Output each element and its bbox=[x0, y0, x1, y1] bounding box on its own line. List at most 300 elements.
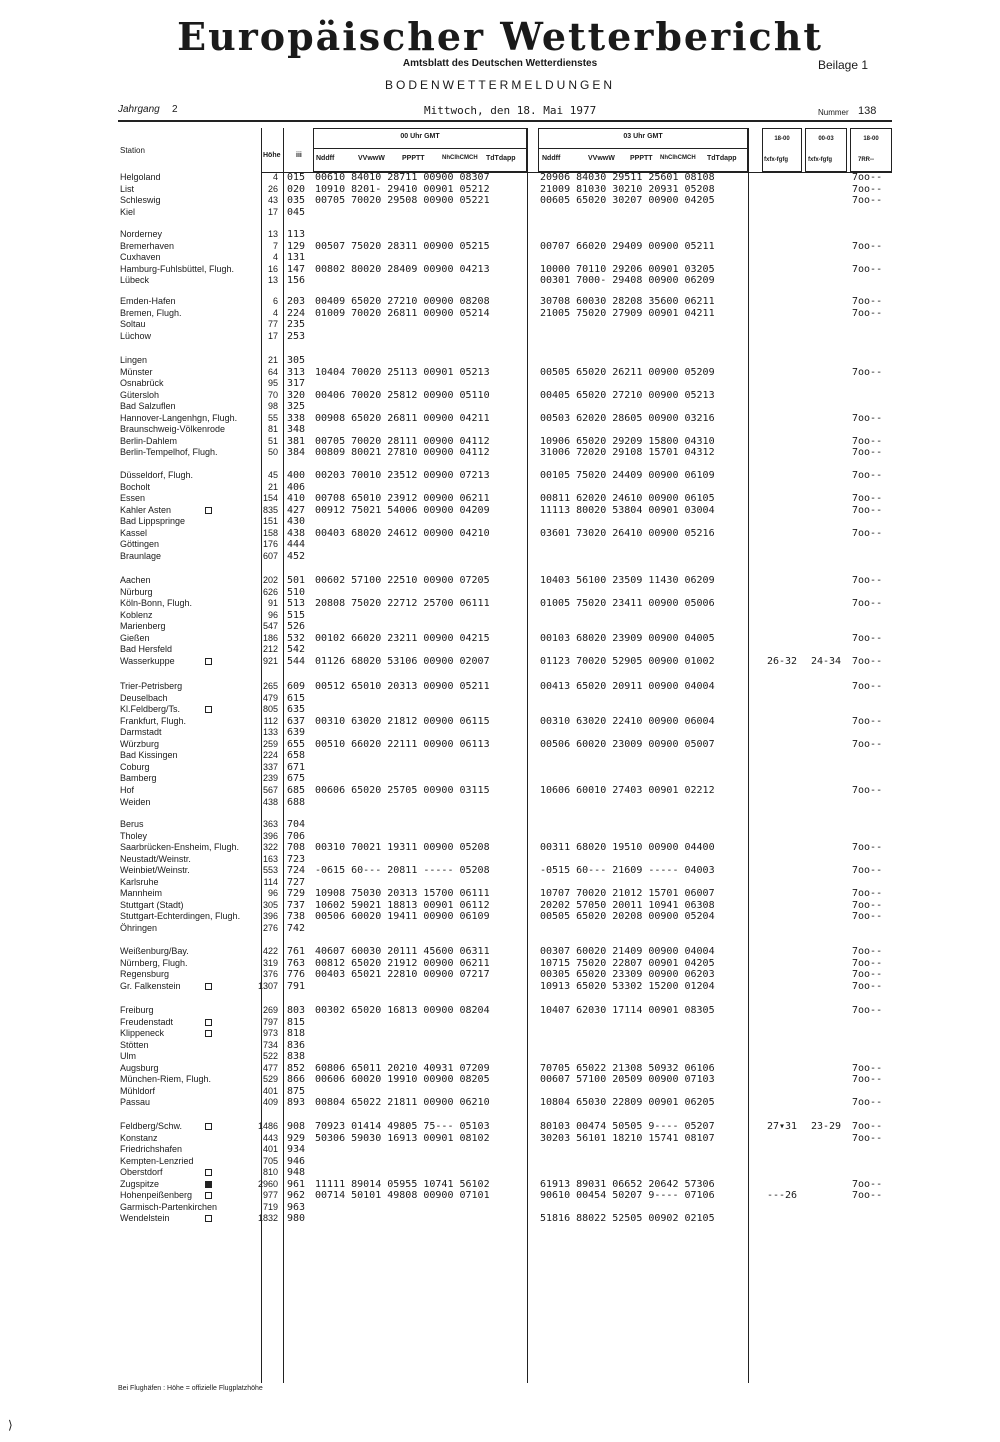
station-height: 376 bbox=[262, 969, 278, 980]
mountain-station-marker bbox=[205, 1030, 212, 1037]
station-name: Garmisch-Partenkirchen bbox=[120, 1201, 218, 1212]
station-name: Köln-Bonn, Flugh. bbox=[120, 598, 193, 609]
station-number: 738 bbox=[287, 911, 306, 923]
ext1-box bbox=[762, 128, 802, 172]
observation-00-gmt: 00310 63020 21812 00900 06115 bbox=[315, 715, 490, 727]
precip-group: 7oo-- bbox=[852, 946, 883, 957]
observation-00-gmt: 00403 68020 24612 00900 04210 bbox=[315, 527, 490, 539]
station-name: Weißenburg/Bay. bbox=[120, 946, 189, 956]
station-number: 513 bbox=[287, 598, 306, 610]
station-name: Tholey bbox=[120, 830, 148, 841]
precip-group: 7oo-- bbox=[852, 1178, 883, 1190]
mountain-station-marker bbox=[205, 1169, 212, 1176]
observation-00-gmt: 10910 8201- 29410 00901 05212 bbox=[315, 183, 490, 195]
station-height: 202 bbox=[262, 575, 278, 585]
station-number: 688 bbox=[287, 796, 306, 808]
station-height: 422 bbox=[262, 946, 278, 956]
mountain-station-marker bbox=[205, 983, 212, 990]
station-number: 908 bbox=[287, 1121, 306, 1132]
station-name: Coburg bbox=[120, 761, 150, 772]
station-height: 529 bbox=[262, 1074, 278, 1085]
jahrgang-label: Jahrgang bbox=[118, 104, 160, 115]
station-name: Wasserkuppe bbox=[120, 655, 175, 666]
station-number: 338 bbox=[287, 412, 306, 424]
station-number: 704 bbox=[287, 819, 306, 830]
observation-00-gmt: 00406 70020 25812 00900 05110 bbox=[315, 389, 490, 401]
station-height: 96 bbox=[267, 609, 278, 620]
station-name: Hamburg-Fuhlsbüttel, Flugh. bbox=[120, 263, 235, 274]
observation-03-gmt: 51816 88022 52505 00902 02105 bbox=[540, 1213, 715, 1225]
station-name: Mannheim bbox=[120, 888, 163, 899]
ext2-col: fxfx-fgfg bbox=[808, 157, 832, 163]
station-height: 55 bbox=[267, 412, 278, 423]
observation-03-gmt: 01005 75020 23411 00900 05006 bbox=[540, 598, 715, 610]
station-name: Bremerhaven bbox=[120, 240, 175, 251]
observation-00-gmt: 40607 60030 20111 45600 06311 bbox=[315, 946, 490, 957]
precip-group: 7oo-- bbox=[852, 957, 883, 969]
jahrgang-value: 2 bbox=[172, 104, 178, 115]
col-00-vvwww: VVwwW bbox=[358, 155, 385, 162]
precip-group: 7oo-- bbox=[852, 195, 883, 207]
observation-00-gmt: 00310 70021 19311 00900 05208 bbox=[315, 842, 490, 854]
observation-00-gmt: 00506 60020 19411 00900 06109 bbox=[315, 911, 490, 923]
observation-03-gmt: 00307 60020 21409 00900 04004 bbox=[540, 946, 715, 957]
station-height: 477 bbox=[262, 1062, 278, 1073]
station-height: 401 bbox=[262, 1085, 278, 1096]
station-number: 934 bbox=[287, 1144, 306, 1156]
station-number: 675 bbox=[287, 773, 306, 785]
observation-03-gmt: 30203 56101 18210 15741 08107 bbox=[540, 1132, 715, 1144]
precip-group: 7oo-- bbox=[852, 911, 883, 923]
station-name: Würzburg bbox=[120, 738, 160, 749]
ext3-box bbox=[850, 128, 892, 172]
station-height: 797 bbox=[262, 1016, 278, 1027]
station-number: 929 bbox=[287, 1132, 306, 1144]
station-number: 224 bbox=[287, 307, 306, 319]
station-height: 1832 bbox=[257, 1213, 278, 1224]
station-name: List bbox=[120, 183, 135, 194]
station-height: 719 bbox=[262, 1201, 278, 1212]
ext1-col: fxfx-fgfg bbox=[764, 157, 788, 163]
mountain-station-marker bbox=[205, 1019, 212, 1026]
observation-00-gmt: 00714 50101 49808 00900 07101 bbox=[315, 1190, 490, 1202]
station-number: 815 bbox=[287, 1016, 306, 1028]
station-number: 381 bbox=[287, 435, 306, 447]
observation-03-gmt: 10804 65030 22809 00901 06205 bbox=[540, 1097, 715, 1109]
observation-00-gmt: 00809 80021 27810 00900 04112 bbox=[315, 447, 490, 459]
station-height: 322 bbox=[262, 842, 278, 853]
station-name: Bad Hersfeld bbox=[120, 644, 173, 655]
observation-00-gmt: 00602 57100 22510 00900 07205 bbox=[315, 575, 490, 586]
observation-00-gmt: 00804 65022 21811 00900 06210 bbox=[315, 1097, 490, 1109]
station-name: Berlin-Tempelhof, Flugh. bbox=[120, 447, 218, 458]
station-number: 637 bbox=[287, 715, 306, 727]
station-height: 43 bbox=[267, 195, 278, 206]
observation-00-gmt: 00812 65020 21912 00900 06211 bbox=[315, 957, 490, 969]
observation-00-gmt: 00705 70020 28111 00900 04112 bbox=[315, 435, 490, 447]
observation-03-gmt: 21009 81030 30210 20931 05208 bbox=[540, 183, 715, 195]
page-title: Europäischer Wetterbericht bbox=[177, 14, 823, 59]
precip-group: 7oo-- bbox=[852, 681, 883, 692]
observation-03-gmt: 00105 75020 24409 00900 06109 bbox=[540, 470, 715, 481]
gust-18-00: ---26 bbox=[766, 1190, 798, 1202]
station-name: Bremen, Flugh. bbox=[120, 307, 182, 318]
station-number: 035 bbox=[287, 195, 306, 207]
group-03-divider bbox=[538, 148, 748, 149]
observation-03-gmt: 00413 65020 20911 00900 04004 bbox=[540, 681, 715, 692]
precip-group: 7oo-- bbox=[852, 240, 883, 252]
col-03-vvwww: VVwwW bbox=[588, 155, 615, 162]
station-height: 810 bbox=[262, 1167, 278, 1178]
station-height: 17 bbox=[267, 206, 278, 217]
station-height: 337 bbox=[262, 761, 278, 772]
observation-03-gmt: 80103 00474 50505 9---- 05207 bbox=[540, 1121, 715, 1132]
station-number: 203 bbox=[287, 296, 306, 307]
station-height: 7 bbox=[272, 240, 278, 251]
mountain-station-marker bbox=[205, 1123, 212, 1130]
station-number: 685 bbox=[287, 785, 306, 796]
station-height: 21 bbox=[267, 355, 278, 365]
observation-03-gmt: 30708 60030 28208 35600 06211 bbox=[540, 296, 715, 307]
station-height: 1486 bbox=[257, 1121, 278, 1131]
observation-00-gmt: 10404 70020 25113 00901 05213 bbox=[315, 366, 490, 378]
precip-group: 7oo-- bbox=[852, 1074, 883, 1086]
observation-03-gmt: 10000 70110 29206 00901 03205 bbox=[540, 263, 715, 275]
station-height: 186 bbox=[262, 632, 278, 643]
station-height: 805 bbox=[262, 704, 278, 715]
station-height: 133 bbox=[262, 727, 278, 738]
station-height: 705 bbox=[262, 1155, 278, 1166]
station-name: Düsseldorf, Flugh. bbox=[120, 470, 194, 480]
station-number: 639 bbox=[287, 727, 306, 739]
station-height: 269 bbox=[262, 1005, 278, 1015]
station-number: 742 bbox=[287, 923, 306, 934]
observation-00-gmt: 00102 66020 23211 00900 04215 bbox=[315, 632, 490, 644]
precip-group: 7oo-- bbox=[852, 263, 883, 275]
station-name: Nürnberg, Flugh. bbox=[120, 957, 188, 968]
station-name: Trier-Petrisberg bbox=[120, 681, 183, 691]
observation-03-gmt: 01123 70020 52905 00900 01002 bbox=[540, 655, 715, 667]
station-name: Freudenstadt bbox=[120, 1016, 174, 1027]
station-number: 452 bbox=[287, 550, 306, 562]
station-height: 567 bbox=[262, 785, 278, 795]
station-height: 4 bbox=[272, 307, 278, 318]
observation-03-gmt: 11113 80020 53804 00901 03004 bbox=[540, 504, 715, 516]
station-number: 129 bbox=[287, 240, 306, 252]
observation-03-gmt: 21005 75020 27909 00901 04211 bbox=[540, 307, 715, 319]
station-height: 91 bbox=[267, 598, 278, 609]
station-height: 4 bbox=[272, 172, 278, 182]
station-name: München-Riem, Flugh. bbox=[120, 1074, 212, 1085]
station-name: Göttingen bbox=[120, 539, 160, 550]
station-height: 401 bbox=[262, 1144, 278, 1155]
observation-03-gmt: 00301 7000- 29408 00900 06209 bbox=[540, 275, 715, 287]
station-name: Weiden bbox=[120, 796, 151, 807]
station-height: 13 bbox=[267, 229, 278, 239]
precip-group: 7oo-- bbox=[852, 598, 883, 610]
station-height: 4 bbox=[272, 252, 278, 263]
observation-03-gmt: 03601 73020 26410 00900 05216 bbox=[540, 527, 715, 539]
group-00-title: 00 Uhr GMT bbox=[400, 133, 440, 140]
station-number: 305 bbox=[287, 355, 306, 366]
precip-group: 7oo-- bbox=[852, 183, 883, 195]
observation-03-gmt: 00505 65020 20208 00900 05204 bbox=[540, 911, 715, 923]
observation-00-gmt: 00908 65020 26811 00900 04211 bbox=[315, 412, 490, 424]
station-name: Augsburg bbox=[120, 1062, 159, 1073]
station-name: Mühldorf bbox=[120, 1085, 156, 1096]
observation-03-gmt: 70705 65022 21308 50932 06106 bbox=[540, 1062, 715, 1074]
station-name: Helgoland bbox=[120, 172, 161, 182]
station-number: 501 bbox=[287, 575, 306, 586]
observation-00-gmt: 00802 80020 28409 00900 04213 bbox=[315, 263, 490, 275]
station-number: 348 bbox=[287, 424, 306, 436]
observation-03-gmt: 10606 60010 27403 00901 02212 bbox=[540, 785, 715, 796]
ext1-title: 18-00 bbox=[774, 136, 790, 142]
observation-03-gmt: 00103 68020 23909 00900 04005 bbox=[540, 632, 715, 644]
station-name: Kahler Asten bbox=[120, 504, 172, 515]
station-name: Marienberg bbox=[120, 621, 166, 632]
station-height: 305 bbox=[262, 899, 278, 910]
station-number: 526 bbox=[287, 621, 306, 633]
precip-group: 7oo-- bbox=[852, 470, 883, 481]
station-height: 45 bbox=[267, 470, 278, 480]
station-number: 655 bbox=[287, 738, 306, 750]
mountain-station-marker bbox=[205, 658, 212, 665]
station-number: 963 bbox=[287, 1201, 306, 1213]
col-00-clouds: NhClhCMCH bbox=[442, 155, 478, 161]
precip-group: 7oo-- bbox=[852, 655, 883, 667]
station-height: 51 bbox=[267, 435, 278, 446]
observation-03-gmt: 61913 89031 06652 20642 57306 bbox=[540, 1178, 715, 1190]
station-height: 396 bbox=[262, 911, 278, 922]
station-number: 737 bbox=[287, 899, 306, 911]
station-name: Bamberg bbox=[120, 773, 157, 784]
observation-00-gmt: 00606 65020 25705 00900 03115 bbox=[315, 785, 490, 796]
mountain-station-marker bbox=[205, 507, 212, 514]
station-number: 235 bbox=[287, 319, 306, 331]
station-height: 96 bbox=[267, 888, 278, 899]
station-number: 015 bbox=[287, 172, 306, 183]
station-number: 045 bbox=[287, 206, 306, 218]
station-height: 363 bbox=[262, 819, 278, 829]
col-00-nddff: Nddff bbox=[316, 155, 335, 162]
station-height: 163 bbox=[262, 853, 278, 864]
observation-03-gmt: 00305 65020 23309 00900 06203 bbox=[540, 969, 715, 981]
station-number: 875 bbox=[287, 1085, 306, 1097]
station-number: 400 bbox=[287, 470, 306, 481]
observation-00-gmt: 00610 84010 28711 00900 08307 bbox=[315, 172, 490, 183]
station-number: 510 bbox=[287, 586, 306, 598]
station-height: 158 bbox=[262, 527, 278, 538]
observation-00-gmt: 50306 59030 16913 00901 08102 bbox=[315, 1132, 490, 1144]
station-number: 836 bbox=[287, 1039, 306, 1051]
observation-03-gmt: 00505 65020 26211 00900 05209 bbox=[540, 366, 715, 378]
station-name: Hohenpeißenberg bbox=[120, 1190, 193, 1201]
iii-left-rule bbox=[283, 128, 284, 1383]
station-name: Bad Lippspringe bbox=[120, 516, 186, 527]
station-height: 21 bbox=[267, 481, 278, 492]
observation-00-gmt: 60806 65011 20210 40931 07209 bbox=[315, 1062, 490, 1074]
station-height: 396 bbox=[262, 830, 278, 841]
precip-group: 7oo-- bbox=[852, 1005, 883, 1016]
observation-03-gmt: -0515 60--- 21609 ----- 04003 bbox=[540, 865, 715, 877]
station-height: 626 bbox=[262, 586, 278, 597]
gust-18-00: 26-32 bbox=[766, 655, 798, 667]
station-number: 948 bbox=[287, 1167, 306, 1179]
station-height: 224 bbox=[262, 750, 278, 761]
station-number: 866 bbox=[287, 1074, 306, 1086]
station-name: Regensburg bbox=[120, 969, 170, 980]
station-number: 671 bbox=[287, 761, 306, 773]
precip-group: 7oo-- bbox=[852, 493, 883, 505]
station-number: 515 bbox=[287, 609, 306, 621]
precip-group: 7oo-- bbox=[852, 296, 883, 307]
station-name: Passau bbox=[120, 1097, 151, 1108]
station-number: 020 bbox=[287, 183, 306, 195]
station-number: 444 bbox=[287, 539, 306, 551]
station-number: 438 bbox=[287, 527, 306, 539]
observation-03-gmt: 00607 57100 20509 00900 07103 bbox=[540, 1074, 715, 1086]
mountain-station-marker bbox=[205, 1215, 212, 1222]
observation-00-gmt: 10908 75030 20313 15700 06111 bbox=[315, 888, 490, 900]
station-height: 1307 bbox=[257, 980, 278, 991]
station-number: 615 bbox=[287, 692, 306, 704]
observation-00-gmt: 01009 70020 26811 00900 05214 bbox=[315, 307, 490, 319]
station-number: 313 bbox=[287, 366, 306, 378]
station-height: 734 bbox=[262, 1039, 278, 1050]
station-number: 253 bbox=[287, 330, 306, 342]
station-number: 113 bbox=[287, 229, 306, 240]
iii-column-header: iii bbox=[296, 152, 302, 159]
station-name: Bocholt bbox=[120, 481, 151, 492]
station-height: 16 bbox=[267, 263, 278, 274]
precip-group: 7oo-- bbox=[852, 980, 883, 992]
station-height: 50 bbox=[267, 447, 278, 458]
station-name: Gütersloh bbox=[120, 389, 160, 400]
observation-00-gmt: 00606 60020 19910 00900 08205 bbox=[315, 1074, 490, 1086]
station-number: 410 bbox=[287, 493, 306, 505]
station-name: Schleswig bbox=[120, 195, 161, 206]
station-number: 320 bbox=[287, 389, 306, 401]
station-height: 921 bbox=[262, 655, 278, 666]
station-name: Wendelstein bbox=[120, 1213, 170, 1224]
station-number: 791 bbox=[287, 980, 306, 992]
station-height: 409 bbox=[262, 1097, 278, 1108]
page-mark: ⟩ bbox=[8, 1418, 13, 1432]
precip-group: 7oo-- bbox=[852, 632, 883, 644]
station-number: 776 bbox=[287, 969, 306, 981]
observation-00-gmt: 00203 70010 23512 00900 07213 bbox=[315, 470, 490, 481]
observation-03-gmt: 10707 70020 21012 15701 06007 bbox=[540, 888, 715, 900]
station-number: 430 bbox=[287, 516, 306, 528]
station-number: 980 bbox=[287, 1213, 306, 1225]
station-name: Münster bbox=[120, 366, 153, 377]
station-height: 13 bbox=[267, 275, 278, 286]
station-name: Oberstdorf bbox=[120, 1167, 163, 1178]
station-name: Karlsruhe bbox=[120, 876, 159, 887]
precip-group: 7oo-- bbox=[852, 1062, 883, 1074]
station-number: 147 bbox=[287, 263, 306, 275]
station-name: Gr. Falkenstein bbox=[120, 980, 181, 991]
station-name: Lingen bbox=[120, 355, 148, 365]
precip-group: 7oo-- bbox=[852, 366, 883, 378]
station-number: 763 bbox=[287, 957, 306, 969]
station-name: Bad Kissingen bbox=[120, 750, 178, 761]
station-height: 553 bbox=[262, 865, 278, 876]
station-number: 961 bbox=[287, 1178, 306, 1190]
station-name: Lübeck bbox=[120, 275, 150, 286]
observation-00-gmt: 11111 89014 05955 10741 56102 bbox=[315, 1178, 490, 1190]
station-number: 542 bbox=[287, 644, 306, 656]
observation-00-gmt: 00705 70020 29508 00900 05221 bbox=[315, 195, 490, 207]
station-height: 154 bbox=[262, 493, 278, 504]
station-name: Braunlage bbox=[120, 550, 162, 561]
hoehe-column-header: Höhe bbox=[263, 152, 281, 159]
observation-00-gmt: 20808 75020 22712 25700 06111 bbox=[315, 598, 490, 610]
station-number: 729 bbox=[287, 888, 306, 900]
station-number: 724 bbox=[287, 865, 306, 877]
group-00-right-rule bbox=[527, 128, 528, 1383]
observation-00-gmt: 00302 65020 16813 00900 08204 bbox=[315, 1005, 490, 1016]
beilage-label: Beilage 1 bbox=[818, 58, 869, 72]
observation-03-gmt: 00311 68020 19510 00900 04400 bbox=[540, 842, 715, 854]
col-03-nddff: Nddff bbox=[542, 155, 561, 162]
station-name: Saarbrücken-Ensheim, Flugh. bbox=[120, 842, 240, 853]
gust-18-00: 27▾31 bbox=[766, 1121, 798, 1132]
station-height: 26 bbox=[267, 183, 278, 194]
observation-03-gmt: 10906 65020 29209 15800 04310 bbox=[540, 435, 715, 447]
station-number: 708 bbox=[287, 842, 306, 854]
station-name: Neustadt/Weinstr. bbox=[120, 853, 191, 864]
station-name: Aachen bbox=[120, 575, 151, 585]
station-name: Darmstadt bbox=[120, 727, 162, 738]
station-height: 70 bbox=[267, 389, 278, 400]
issue-date: Mittwoch, den 18. Mai 1977 bbox=[424, 104, 597, 117]
ext2-box bbox=[805, 128, 847, 172]
mountain-station-filled-marker bbox=[205, 1181, 212, 1188]
station-number: 325 bbox=[287, 401, 306, 413]
station-number: 893 bbox=[287, 1097, 306, 1109]
station-height: 212 bbox=[262, 644, 278, 655]
observation-00-gmt: 10602 59021 18813 00901 06112 bbox=[315, 899, 490, 911]
station-name: Norderney bbox=[120, 229, 163, 239]
observation-03-gmt: 00503 62020 28605 00900 03216 bbox=[540, 412, 715, 424]
station-name: Öhringen bbox=[120, 923, 158, 933]
observation-03-gmt: 20202 57050 20011 10941 06308 bbox=[540, 899, 715, 911]
station-number: 131 bbox=[287, 252, 306, 264]
observation-03-gmt: 00405 65020 27210 00900 05213 bbox=[540, 389, 715, 401]
ext3-col: 7RR-- bbox=[858, 157, 874, 163]
station-number: 852 bbox=[287, 1062, 306, 1074]
precip-group: 7oo-- bbox=[852, 1121, 883, 1132]
station-name: Feldberg/Schw. bbox=[120, 1121, 183, 1131]
station-height: 522 bbox=[262, 1051, 278, 1062]
precip-group: 7oo-- bbox=[852, 785, 883, 796]
station-height: 977 bbox=[262, 1190, 278, 1201]
station-number: 658 bbox=[287, 750, 306, 762]
station-height: 835 bbox=[262, 504, 278, 515]
precip-group: 7oo-- bbox=[852, 307, 883, 319]
ext3-title: 18-00 bbox=[863, 136, 879, 142]
station-name: Berlin-Dahlem bbox=[120, 435, 178, 446]
station-number: 803 bbox=[287, 1005, 306, 1016]
station-name: Bad Salzuflen bbox=[120, 401, 176, 412]
station-height: 64 bbox=[267, 366, 278, 377]
station-height: 176 bbox=[262, 539, 278, 550]
header-rule bbox=[118, 120, 892, 122]
station-column-header: Station bbox=[120, 146, 145, 155]
precip-group: 7oo-- bbox=[852, 172, 883, 183]
